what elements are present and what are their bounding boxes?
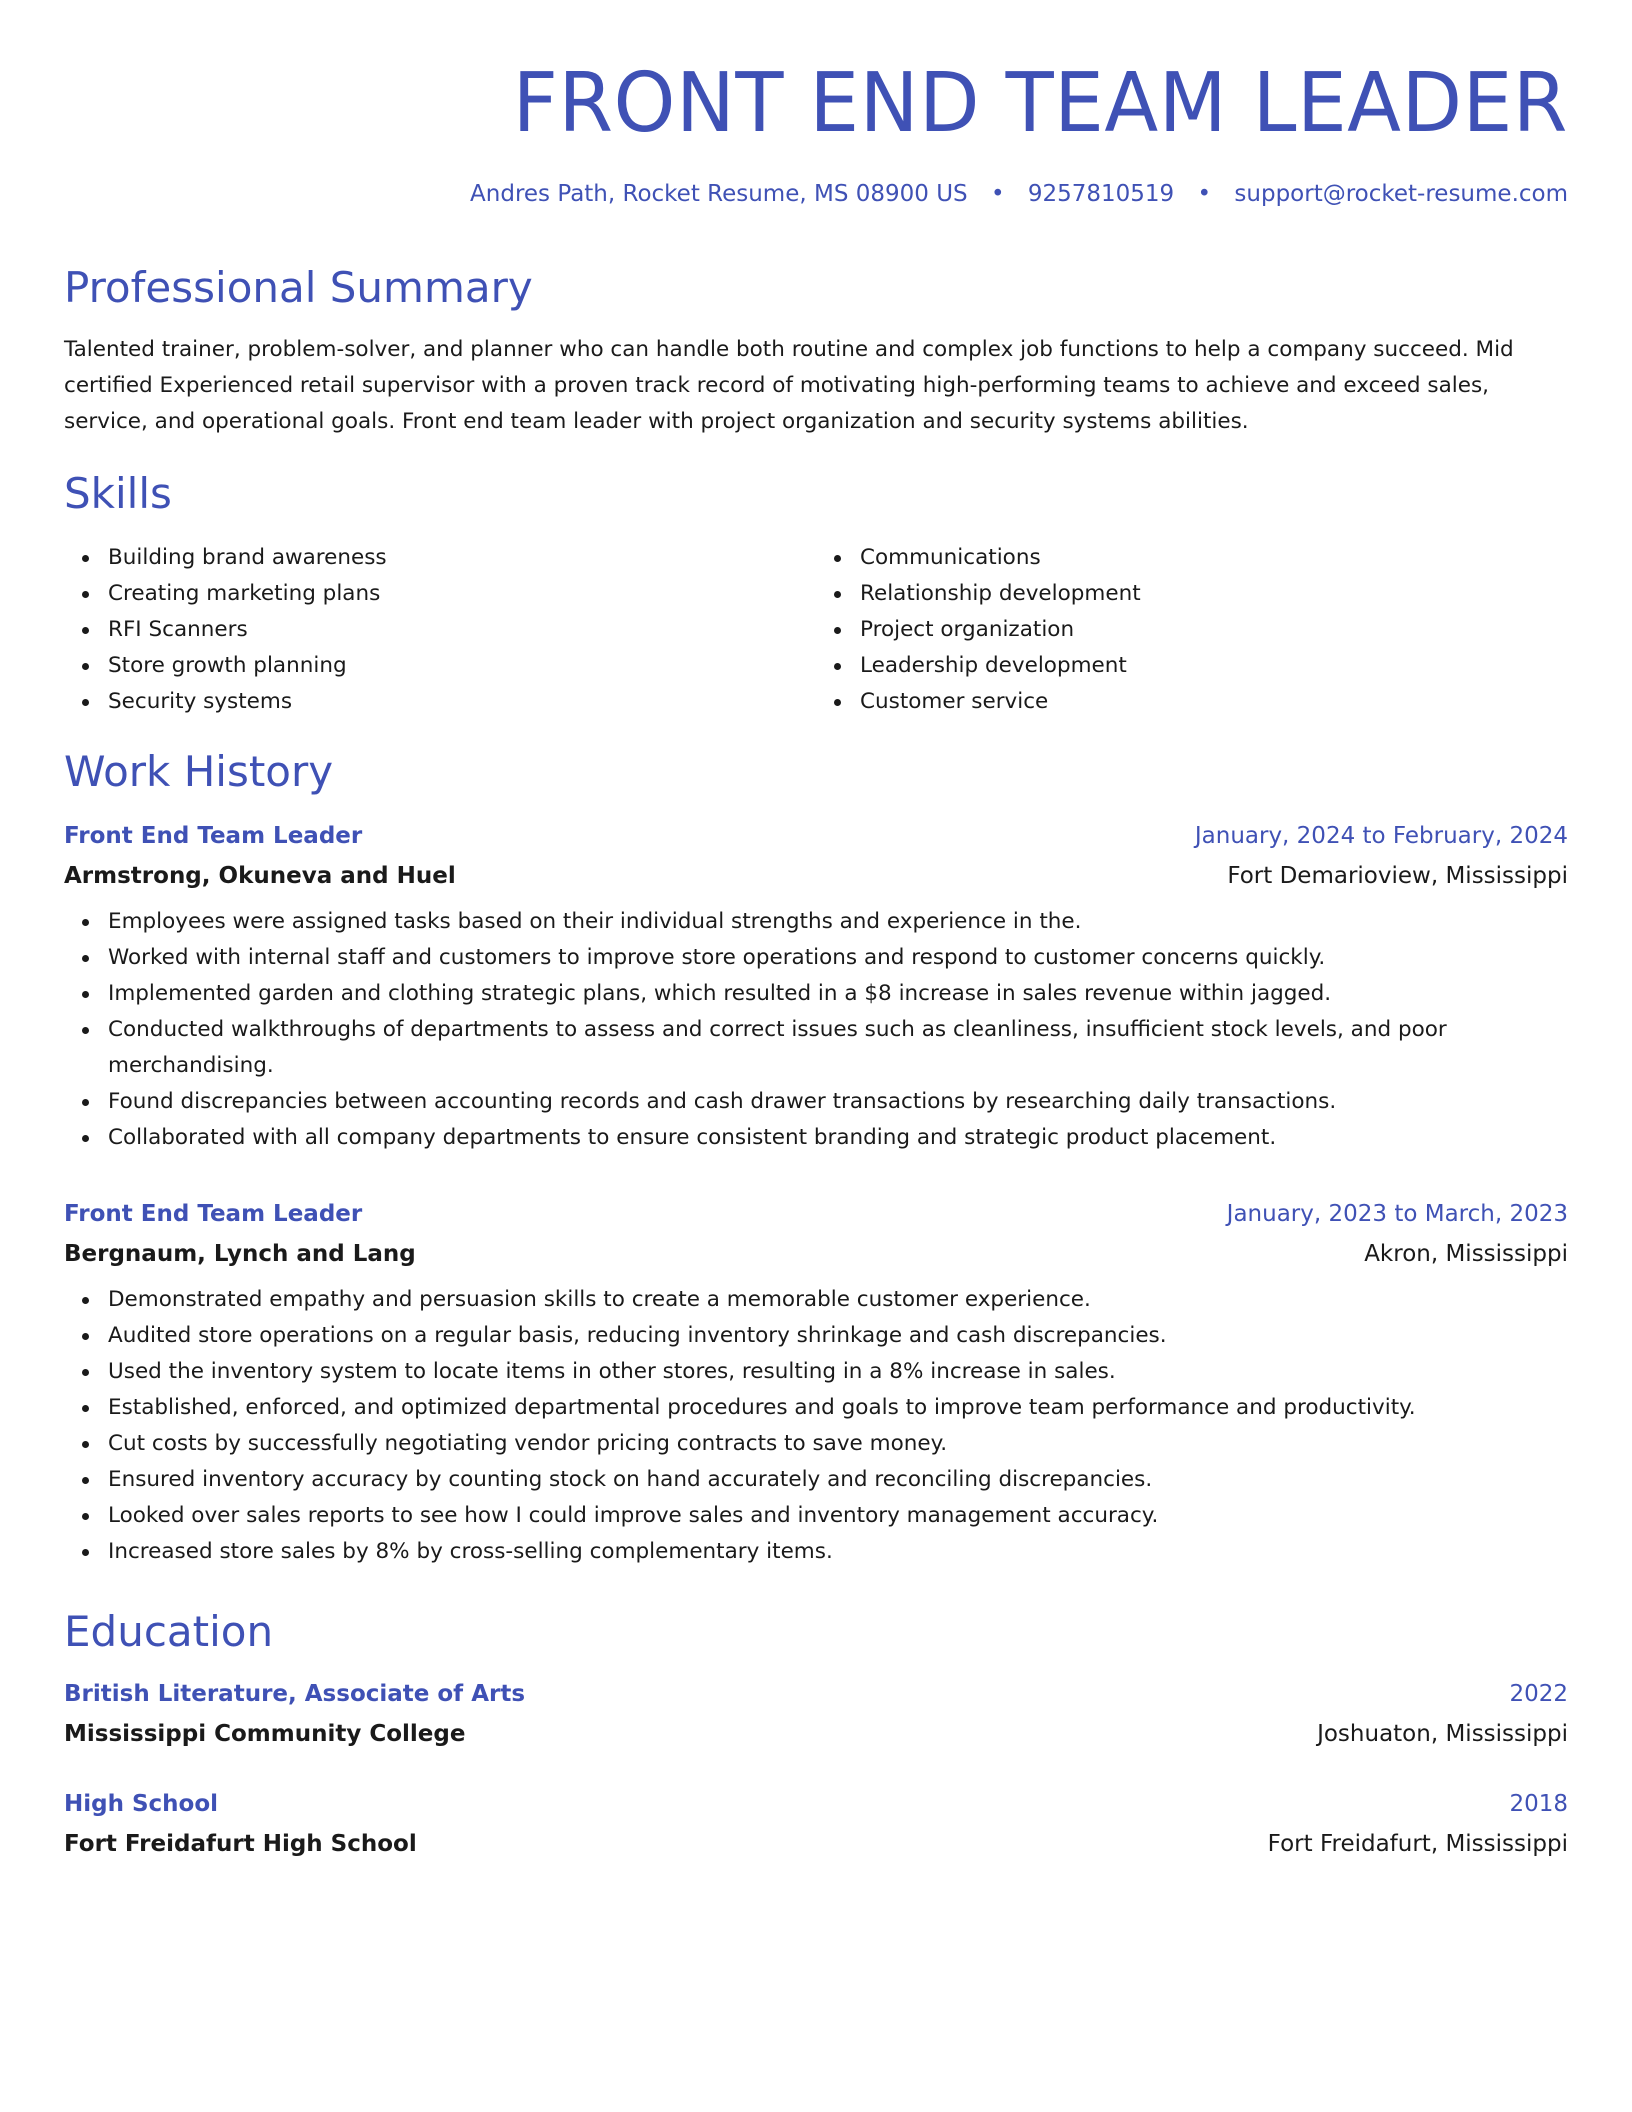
education-year: 2018 [1509, 1791, 1568, 1817]
job-role: Front End Team Leader [64, 823, 363, 849]
skill-item: Leadership development [860, 648, 1568, 684]
contact-phone[interactable]: 9257810519 [1027, 181, 1175, 207]
education-school: Mississippi Community College [64, 1721, 466, 1747]
education-degree: High School [64, 1791, 219, 1817]
skill-item: Customer service [860, 684, 1568, 720]
job-entry [64, 818, 1568, 1156]
skills-heading: Skills [64, 469, 172, 518]
job-bullet: Audited store operations on a regular basis, reducing inventory shrinkage and cash discrepancies. [108, 1318, 1568, 1354]
contact-line [470, 178, 1568, 210]
skill-item: Creating marketing plans [108, 576, 816, 612]
job-entry [64, 1196, 1568, 1570]
summary-text: Talented trainer, problem-solver, and planner who can handle both routine and complex job functions to help a company succeed. Mid certified Experienced retail supervisor with a proven track record of motivating high-performing teams to achieve and exceed sales, service, and operational goals. Front end team leader with project organization and security systems abilities. [64, 337, 1514, 434]
job-bullet: Worked with internal staff and customers to improve store operations and respond to customer concerns quickly. [108, 940, 1568, 976]
skills-list [64, 540, 1568, 720]
skill-item: RFI Scanners [108, 612, 816, 648]
job-bullet: Cut costs by successfully negotiating vendor pricing contracts to save money. [108, 1426, 1568, 1462]
skill-item: Project organization [860, 612, 1568, 648]
job-bullet: Implemented garden and clothing strategic plans, which resulted in a $8 increase in sales revenue within jagged. [108, 976, 1568, 1012]
contact-address: Andres Path, Rocket Resume, MS 08900 US [470, 181, 968, 207]
skills-column-left [64, 540, 816, 720]
education-entry [64, 1676, 1568, 1752]
job-company: Bergnaum, Lynch and Lang [64, 1241, 416, 1267]
job-role: Front End Team Leader [64, 1201, 363, 1227]
job-dates: January, 2023 to March, 2023 [1226, 1201, 1568, 1227]
contact-separator: • [1197, 181, 1212, 207]
education-location: Joshuaton, Mississippi [1317, 1721, 1568, 1747]
skill-item: Relationship development [860, 576, 1568, 612]
job-bullet: Employees were assigned tasks based on their individual strengths and experience in the. [108, 904, 1568, 940]
job-location: Akron, Mississippi [1364, 1241, 1568, 1267]
job-bullet: Demonstrated empathy and persuasion skills to create a memorable customer experience. [108, 1282, 1568, 1318]
job-dates: January, 2024 to February, 2024 [1194, 823, 1568, 849]
job-bullet: Conducted walkthroughs of departments to assess and correct issues such as cleanliness, insufficient stock levels, and poor merchandising. [108, 1012, 1568, 1084]
job-location: Fort Demarioview, Mississippi [1227, 863, 1568, 889]
skill-item: Building brand awareness [108, 540, 816, 576]
job-bullet: Increased store sales by 8% by cross-selling complementary items. [108, 1534, 1568, 1570]
contact-separator: • [990, 181, 1005, 207]
job-company: Armstrong, Okuneva and Huel [64, 863, 456, 889]
skills-column-right [816, 540, 1568, 720]
job-bullet: Collaborated with all company departments to ensure consistent branding and strategic product placement. [108, 1120, 1568, 1156]
job-bullet: Found discrepancies between accounting records and cash drawer transactions by researching daily transactions. [108, 1084, 1568, 1120]
work-history-heading: Work History [64, 747, 334, 796]
education-school: Fort Freidafurt High School [64, 1831, 417, 1857]
education-heading: Education [64, 1607, 274, 1656]
education-year: 2022 [1509, 1681, 1568, 1707]
job-bullets [64, 1282, 1568, 1570]
job-bullet: Established, enforced, and optimized departmental procedures and goals to improve team performance and productivity. [108, 1390, 1568, 1426]
contact-email[interactable]: support@rocket-resume.com [1234, 181, 1568, 207]
skill-item: Communications [860, 540, 1568, 576]
education-location: Fort Freidafurt, Mississippi [1267, 1831, 1568, 1857]
job-bullet: Looked over sales reports to see how I could improve sales and inventory management accuracy. [108, 1498, 1568, 1534]
education-entry [64, 1786, 1568, 1862]
job-bullets [64, 904, 1568, 1156]
skill-item: Security systems [108, 684, 816, 720]
resume-title: FRONT END TEAM LEADER [512, 56, 1568, 151]
job-bullet: Ensured inventory accuracy by counting stock on hand accurately and reconciling discrepancies. [108, 1462, 1568, 1498]
summary-heading: Professional Summary [64, 263, 533, 312]
education-degree: British Literature, Associate of Arts [64, 1681, 526, 1707]
job-bullet: Used the inventory system to locate items in other stores, resulting in a 8% increase in sales. [108, 1354, 1568, 1390]
skill-item: Store growth planning [108, 648, 816, 684]
